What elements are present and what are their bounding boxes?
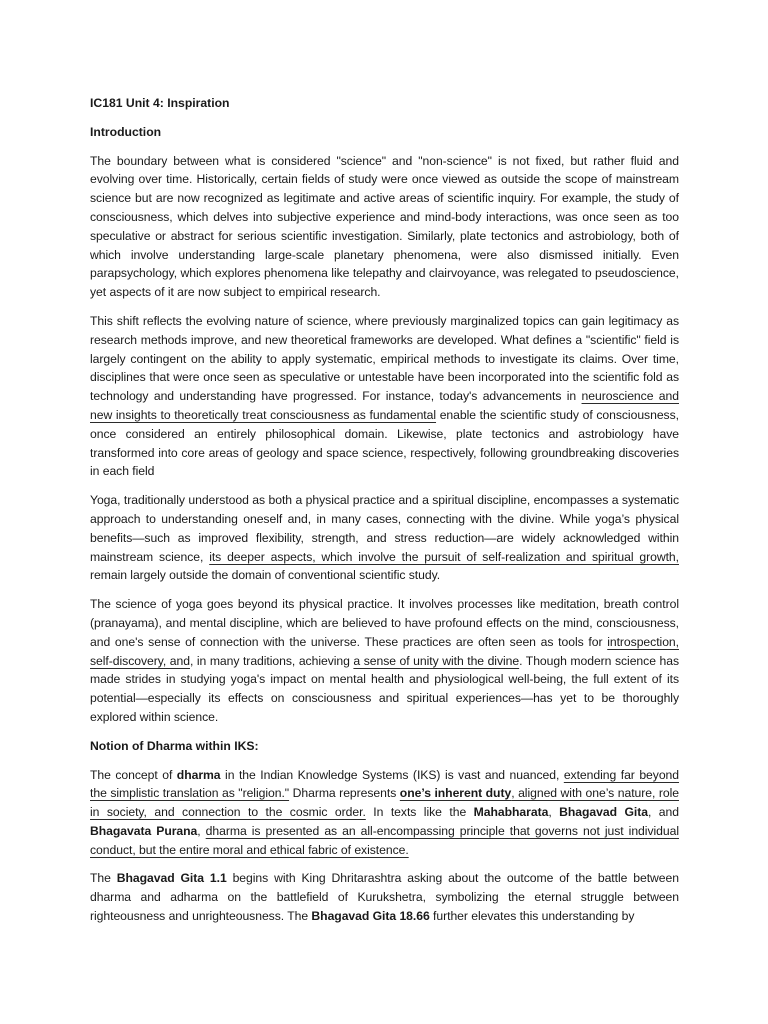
bold-term: Bhagavad Gita 18.66: [311, 909, 430, 924]
bold-term: one’s inherent duty: [399, 786, 512, 801]
paragraph-bhagavad-gita: [90, 869, 679, 925]
text-span: Yoga, traditionally understood as both a physical practice and a spiritual discipline, encompasses a systematic approach to understanding oneself and, in many cases, connecting with the divine. While yoga’s physical benefits—such as improved flexibility, strength, and stress reduction—are widely acknowledged within mainstream science,: [90, 493, 679, 564]
introduction-heading: Introduction: [90, 124, 162, 139]
paragraph-dharma-concept: [90, 766, 679, 860]
dharma-heading: Notion of Dharma within IKS:: [90, 738, 259, 753]
text-span: , and: [647, 805, 679, 820]
handwritten-underline-text: neuroscience and new insights to theoretically treat consciousness as fundamental: [90, 389, 679, 422]
text-span: The: [90, 871, 117, 886]
text-span: in the Indian Knowledge Systems (IKS) is vast and nuanced,: [220, 767, 564, 782]
text-span: The concept of: [90, 767, 177, 782]
paragraph-science-of-yoga: [90, 595, 679, 727]
text-span: , in many traditions, achieving: [189, 653, 354, 668]
handwritten-underline-text: its deeper aspects, which involve the pursuit of self-realization and spiritual growth,: [209, 549, 679, 564]
bold-term: Bhagavad Gita 1.1: [116, 871, 227, 886]
text-span: begins with King Dhritarashtra asking about the outcome of the battle between dharma and adharma on the battlefield of Kurukshetra, symbolizing the eternal struggle between righteousness and unrighteousness. The: [90, 871, 679, 924]
handwritten-underline-text: dharma is presented as an all-encompassing principle that governs not just individual conduct, but the entire moral and ethical fabric of existence.: [90, 823, 679, 857]
handwritten-underline-text: introspection, self-discovery, and: [90, 634, 679, 668]
bold-term: Mahabharata: [473, 805, 549, 820]
text-span: Dharma represents: [289, 786, 400, 801]
text-span: In texts like the: [365, 805, 474, 820]
text-span: This shift reflects the evolving nature of science, where previously marginalized topics can gain legitimacy as research methods improve, and new theoretical frameworks are developed. What defines a "scientific" field is largely contingent on the ability to apply systematic, empirical methods to investigate its claims. Over time, disciplines that were once seen as speculative or untestable have been incorporated into the scientific fold as technology and understanding have progressed. For instance, today's advancements in: [90, 313, 679, 404]
bold-term: Bhagavad Gita: [559, 805, 648, 820]
handwritten-underline-text: extending far beyond the simplistic translation as "religion.": [90, 767, 680, 801]
handwritten-underline-text: , aligned with one’s nature, role in society, and connection to the cosmic order.: [90, 786, 679, 820]
text-span: enable the scientific study of consciousness, once considered an entirely philosophical domain. Likewise, plate tectonics and astrobiology have transformed into core areas of geology and space science, respectively, following groundbreaking discoveries in each field: [90, 407, 679, 479]
text-span: remain largely outside the domain of conventional scientific study.: [90, 568, 441, 583]
paragraph-science-boundary: The boundary between what is considered "science" and "non-science" is not fixed, but rather fluid and evolving over time. Historically, certain fields of study were once viewed as outside the scope of mainstream science but are now recognized as legitimate and active areas of scientific inquiry. For example, the study of consciousness, which delves into subjective experience and mind-body interactions, was once seen as too speculative or abstract for serious scientific investigation. Similarly, plate tectonics and astrobiology, both of which involve understanding large-scale planetary phenomena, were also dismissed initially. Even parapsychology, which explores phenomena like telepathy and clairvoyance, was relegated to pseudoscience, yet aspects of it are now subject to empirical research.: [90, 153, 679, 300]
document-title: IC181 Unit 4: Inspiration: [90, 96, 230, 110]
handwritten-underline-text: a sense of unity with the divine: [353, 653, 520, 668]
text-span: . Though modern science has made strides in studying yoga's impact on mental health and physiological well-being, the full extent of its potential—especially its effects on consciousness and spiritual experiences—has yet to be thoroughly explored within science.: [90, 653, 679, 724]
bold-term: Bhagavata Purana: [90, 823, 198, 838]
paragraph-evolving-science: [90, 312, 679, 481]
paragraph-yoga-intro: [90, 491, 679, 585]
text-span: further elevates this understanding by: [429, 909, 635, 924]
text-span: The science of yoga goes beyond its physical practice. It involves processes like meditation, breath control (pranayama), and mental discipline, which are believed to have profound effects on the mind, consciousness, and one's sense of connection with the universe. These practices are often seen as tools for: [90, 597, 679, 649]
bold-term: dharma: [176, 767, 221, 782]
text-span: ,: [197, 823, 206, 838]
text-span: ,: [548, 805, 560, 820]
